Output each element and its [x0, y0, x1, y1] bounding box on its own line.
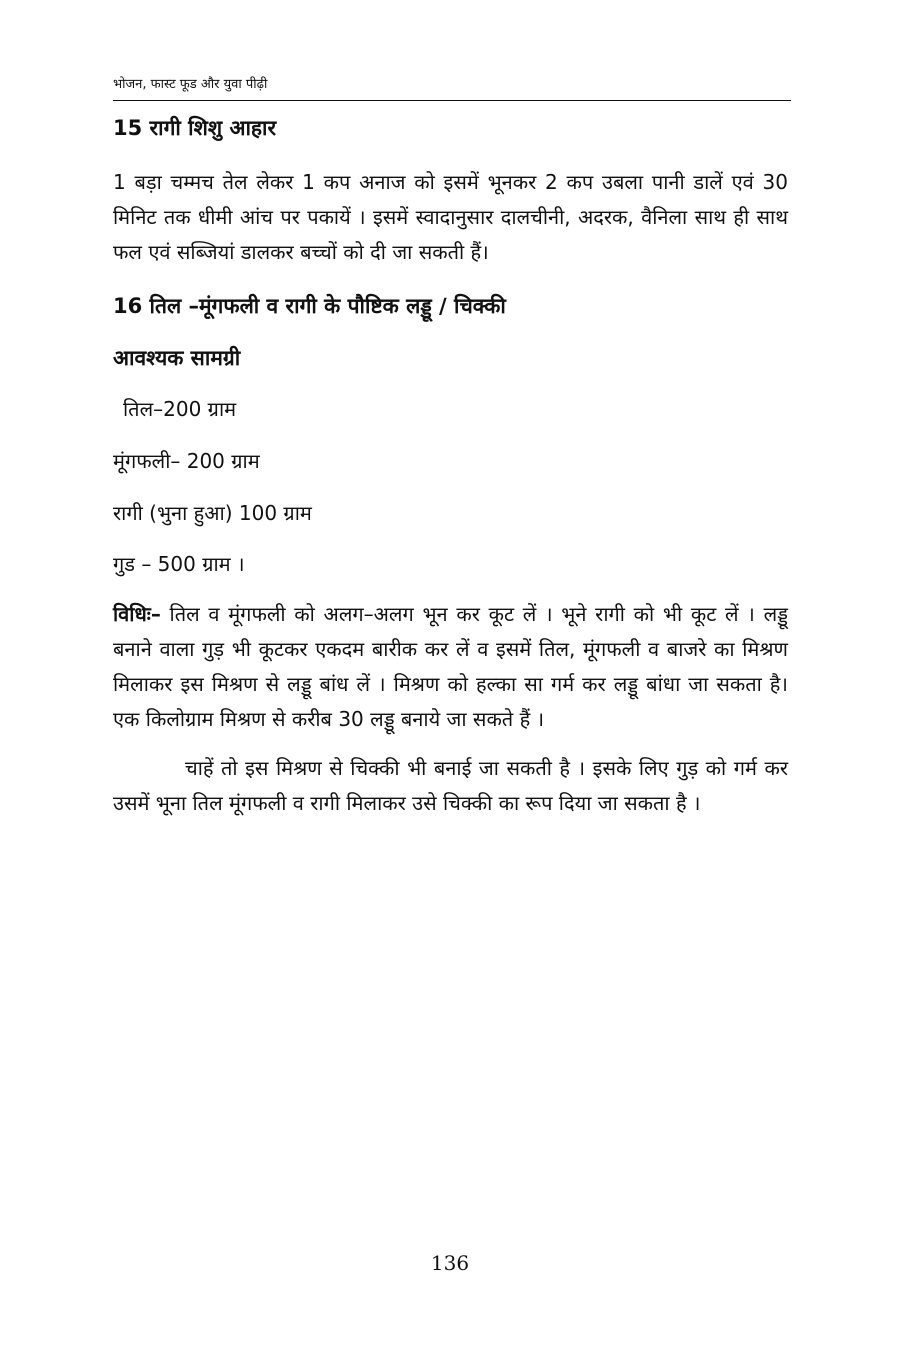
method-label: विधिः–	[113, 602, 161, 626]
page-body	[113, 111, 788, 821]
header-rule	[113, 100, 791, 101]
section-15-heading: 15 रागी शिशु आहार	[113, 116, 277, 140]
ingredients-heading: आवश्यक सामग्री	[113, 346, 241, 370]
ingredient-item: गुड – 500 ग्राम ।	[113, 552, 245, 576]
section-15-body: 1 बड़ा चम्मच तेल लेकर 1 कप अनाज को इसमें भूनकर 2 कप उबला पानी डालें एवं 30 मिनिट तक धीमी आंच पर पकायें । इसमें स्वादानुसार दालचीनी, अदरक, वैनिला साथ ही साथ फल एवं सब्जियां डालकर बच्चों को दी जा सकती हैं।	[113, 170, 788, 264]
method-text: तिल व मूंगफली को अलग–अलग भून कर कूट लें । भूने रागी को भी कूट लें । लड्डू बनाने वाला गुड़ भी कूटकर एकदम बारीक कर लें व इसमें तिल, मूंगफली व बाजरे का मिश्रण मिलाकर इस मिश्रण से लड्डू बांध लें । मिश्रण को हल्का सा गर्म कर लड्डू बांधा जा सकता है। एक किलोग्राम मिश्रण से करीब 30 लड्डू बनाये जा सकते हैं ।	[113, 602, 788, 731]
running-header: भोजन, फास्ट फूड और युवा पीढ़ी	[113, 77, 268, 92]
ingredient-item: रागी (भुना हुआ) 100 ग्राम	[113, 501, 312, 525]
section-16-heading: 16 तिल –मूंगफली व रागी के पौष्टिक लड्डू ∕ चिक्की	[113, 294, 506, 318]
method-paragraph	[113, 597, 788, 737]
page-number: 136	[430, 1251, 470, 1275]
chikki-paragraph: चाहें तो इस मिश्रण से चिक्की भी बनाई जा सकती है । इसके लिए गुड़ को गर्म कर उसमें भूना तिल मूंगफली व रागी मिलाकर उसे चिक्की का रूप दिया जा सकता है ।	[113, 756, 788, 815]
ingredient-item: मूंगफली– 200 ग्राम	[113, 449, 260, 473]
ingredient-item: तिल–200 ग्राम	[123, 397, 237, 421]
